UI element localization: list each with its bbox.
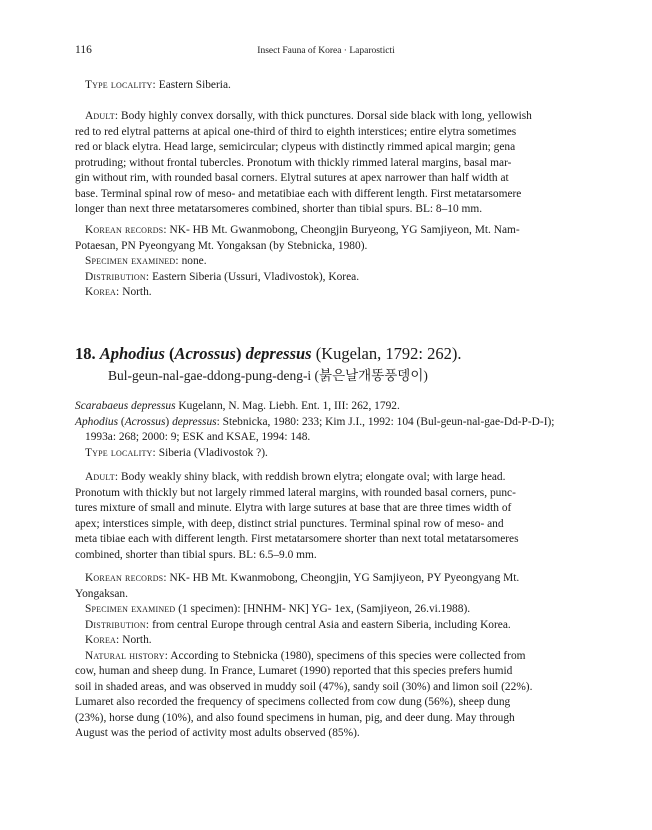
text-line: apex; interstices simple, with deep, distinct strial punctures. Terminal spinal row of meso- and [75, 517, 504, 530]
text-line: protruding; without frontal tubercles. Pronotum with thickly rimmed lateral margins, basal mar- [75, 156, 512, 169]
epithet: depressus [172, 415, 217, 428]
text-line: Potaesan, PN Pyeongyang Mt. Yongaksan (by Stebnicka, 1980). [75, 239, 368, 252]
author: (Kugelan, 1792: 262). [311, 344, 462, 363]
text-line: tures mixture of small and minute. Elytra with large sutures at base that are three times width of [75, 502, 512, 514]
adult-paragraph [75, 470, 578, 563]
epithet: depressus [241, 344, 312, 363]
label: Type locality: [85, 446, 156, 459]
species-heading [75, 344, 461, 364]
value: none. [178, 255, 207, 267]
citation-cont: 1993a: 268; 2000: 9; ESK and KSAE, 1994: 148. [85, 431, 311, 443]
label: Type locality: [85, 79, 156, 91]
page-number: 116 [75, 44, 92, 56]
citation: : Stebnicka, 1980: 233; Kim J.I., 1992: 104 (Bul-geun-nal-gae-Dd-P-D-I); [216, 415, 555, 428]
text-line: Body weakly shiny black, with reddish brown elytra; elongate oval; with large head. [118, 471, 506, 483]
label: Korea: [85, 634, 120, 646]
text-line: Lumaret also recorded the frequency of specimens collected from cow dung (56%), sheep dung [75, 696, 511, 708]
text-line: combined, shorter than tibial spurs. BL: 6.5–9.0 mm. [75, 548, 317, 561]
text-line: longer than next three metatarsomeres combined, shorter than tibial spurs. BL: 8–10 mm. [75, 203, 483, 215]
value: from central Europe through central Asia and eastern Siberia, including Korea. [149, 618, 511, 631]
text-line: NK- HB Mt. Gwanmobong, Cheongjin Buryeong, YG Samjiyeon, Mt. Nam- [166, 224, 520, 236]
label: Korea: [85, 286, 120, 298]
text-line: Body highly convex dorsally, with thick punctures. Dorsal side black with long, yellowish [118, 110, 532, 122]
value: North. [119, 286, 152, 298]
text-line: cow, human and sheep dung. In France, Lumaret (1990) reported that this species prefers humid [75, 665, 513, 677]
records-section [75, 571, 578, 742]
value: (1 specimen): [HNHM- NK] YG- 1ex, (Samjiyeon, 26.vi.1988). [175, 603, 471, 615]
label: Korean records: [85, 224, 167, 236]
subgenus: Acrossus [124, 415, 166, 428]
paren: ) [235, 344, 242, 363]
text-line: soil in shaded areas, and was observed in muddy soil (47%), sandy soil (30%) and limon soil (22%). [75, 680, 533, 693]
text-line: August was the period of activity most adults observed (85%). [75, 727, 360, 739]
text-line: (23%), horse dung (10%), and also found specimens in human, pig, and deer dung. May through [75, 711, 515, 724]
value: Siberia (Vladivostok ?). [155, 446, 268, 459]
value: Eastern Siberia. [155, 79, 231, 91]
text-line: meta tibiae each with different length. First metatarsomere shorter than next total metatarsomeres [75, 533, 519, 545]
text-line: base. Terminal spinal row of meso- and metatibiae each with different length. First metatarsomere [75, 187, 522, 200]
value: North. [119, 634, 152, 646]
taxon: Scarabaeus depressus [75, 400, 176, 412]
label: Specimen examined [85, 603, 176, 615]
text-line: Pronotum with thickly but not largely rimmed lateral margins, with rounded basal corners, punc- [75, 486, 516, 499]
genus: Aphodius [99, 344, 165, 363]
paren: ( [118, 415, 125, 428]
taxon: Aphodius [75, 415, 119, 428]
prev-adult-paragraph [75, 109, 578, 218]
text-line: NK- HB Mt. Kwanmobong, Cheongjin, YG Samjiyeon, PY Pyeongyang Mt. [166, 572, 520, 584]
citation: Kugelann, N. Mag. Liebh. Ent. 1, III: 262, 1792. [175, 400, 400, 412]
prev-records [75, 223, 578, 301]
label: Adult: [85, 110, 119, 122]
value: Eastern Siberia (Ussuri, Vladivostok), Korea. [149, 270, 360, 283]
text-line: According to Stebnicka (1980), specimens of this species were collected from [168, 649, 526, 662]
label: Natural history: [85, 649, 169, 662]
synonymy [75, 399, 578, 461]
text-line: red to red elytral patterns at apical one-third of third to eighth interstices; entire elytra sometimes [75, 125, 517, 138]
paren: ) [165, 415, 173, 428]
label: Adult: [85, 471, 119, 483]
label: Distribution: [85, 618, 150, 631]
prev-type-locality [75, 78, 578, 94]
label: Korean records: [85, 572, 167, 584]
running-title: Insect Fauna of Korea · Laparosticti [257, 46, 395, 56]
label: Specimen examined: [85, 255, 179, 267]
subgenus: Acrossus [174, 344, 236, 363]
label: Distribution: [85, 270, 150, 283]
text-line: Yongaksan. [75, 587, 128, 600]
korean-common-name: Bul-geun-nal-gae-ddong-pung-deng-i (붉은날개똥풍뎅이) [108, 368, 428, 383]
text-line: gin without rim, with rounded basal corners. Elytral sutures at apex narrower than half width at [75, 172, 509, 184]
text-line: red or black elytra. Head large, semicircular; clypeus with distinctly rimmed apical margin; gena [75, 141, 516, 153]
species-number: 18. [75, 344, 96, 363]
paren: ( [164, 344, 175, 363]
